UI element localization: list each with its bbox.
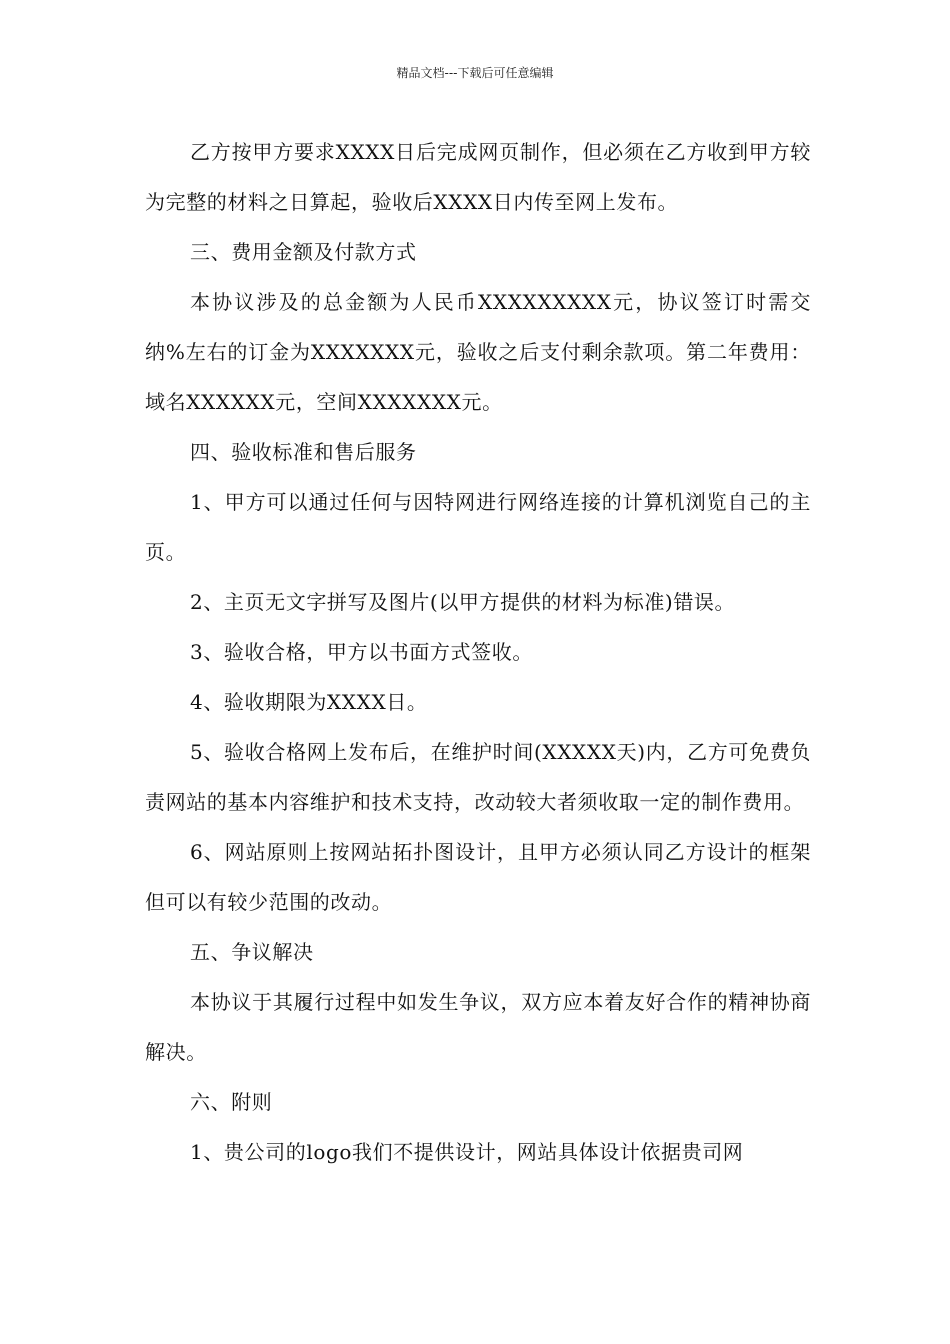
section-heading-disputes: 五、争议解决 xyxy=(190,940,314,964)
list-item-3: 3、验收合格，甲方以书面方式签收。 xyxy=(190,640,533,664)
paragraph-fee-amount: 本协议涉及的总金额为人民币XXXXXXXXX元，协议签订时需交纳%左右的订金为XXXXXXX元，验收之后支付剩余款项。第二年费用：域名XXXXXX元，空间XXXXXXX元。 xyxy=(145,290,811,414)
list-item-2: 2、主页无文字拼写及图片(以甲方提供的材料为标准)错误。 xyxy=(190,590,736,614)
paragraph-disputes: 本协议于其履行过程中如发生争议，双方应本着友好合作的精神协商解决。 xyxy=(145,990,811,1064)
list-item-4: 4、验收期限为XXXX日。 xyxy=(190,690,428,714)
list-item-5: 5、验收合格网上发布后，在维护时间(XXXXX天)内，乙方可免费负责网站的基本内容维护和技术支持，改动较大者须收取一定的制作费用。 xyxy=(145,740,811,814)
list-item-6: 6、网站原则上按网站拓扑图设计，且甲方必须认同乙方设计的框架但可以有较少范围的改动。 xyxy=(145,840,811,914)
paragraph-completion-terms: 乙方按甲方要求XXXX日后完成网页制作，但必须在乙方收到甲方较为完整的材料之日算起，验收后XXXX日内传至网上发布。 xyxy=(145,140,811,214)
page-header: 精品文档---下载后可任意编辑 xyxy=(396,66,554,80)
appendix-item-1: 1、贵公司的logo我们不提供设计，网站具体设计依据贵司网 xyxy=(190,1140,744,1164)
section-heading-fees: 三、费用金额及付款方式 xyxy=(190,240,417,264)
section-heading-acceptance: 四、验收标准和售后服务 xyxy=(190,440,417,464)
document-body xyxy=(145,127,811,1177)
list-item-1: 1、甲方可以通过任何与因特网进行网络连接的计算机浏览自己的主页。 xyxy=(145,490,811,564)
section-heading-appendix: 六、附则 xyxy=(190,1090,273,1114)
